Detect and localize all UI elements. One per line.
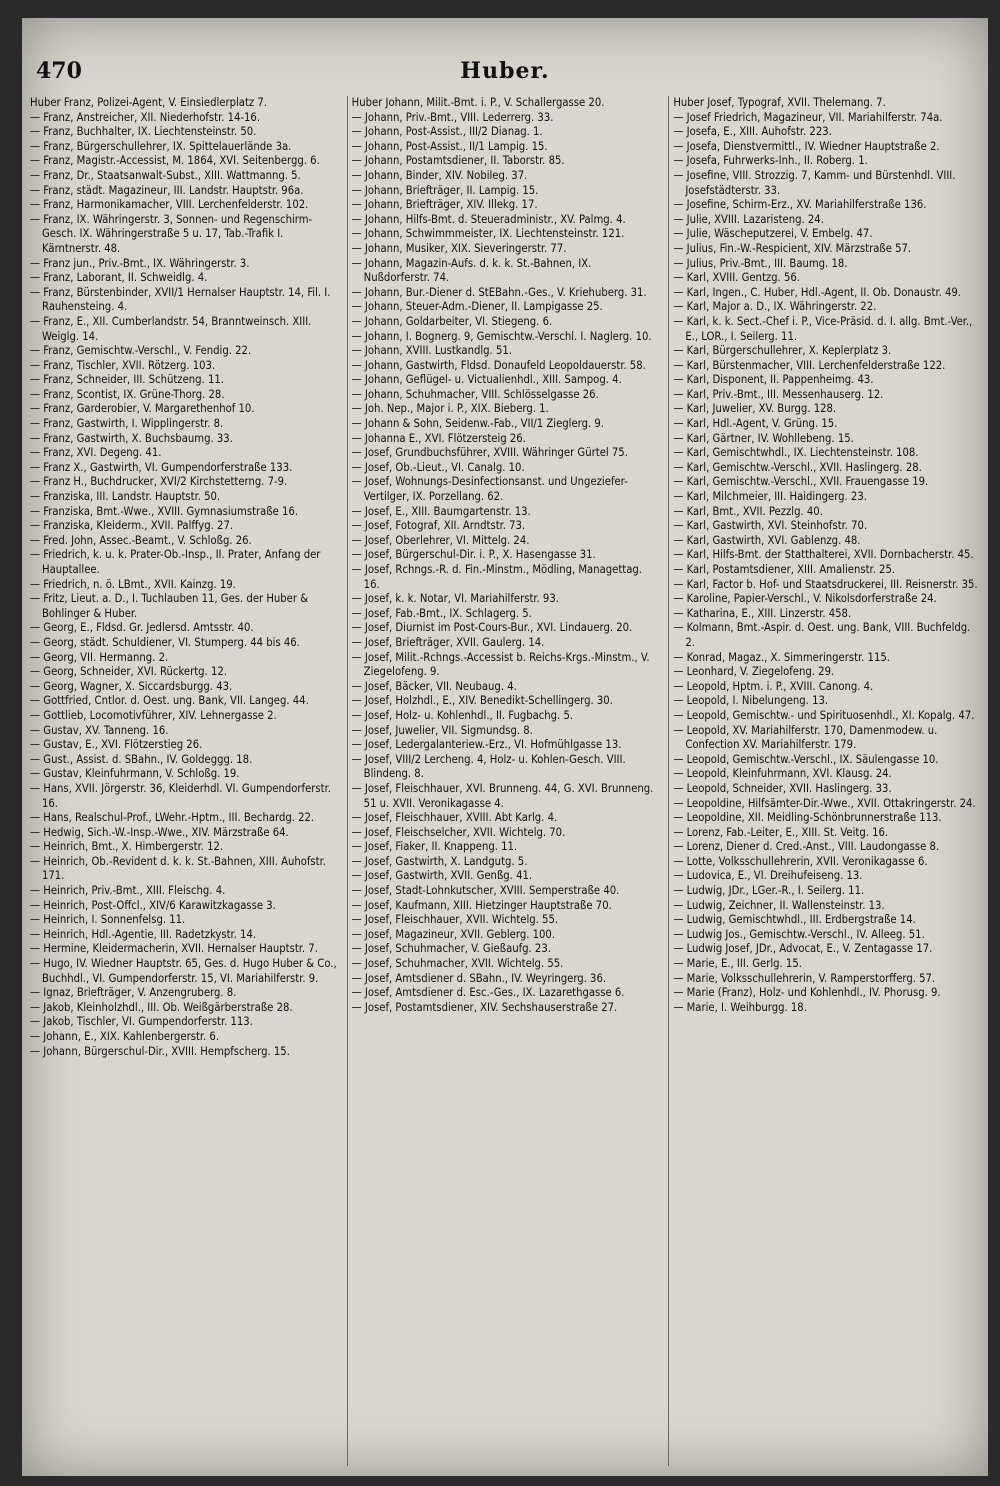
directory-entry: — Karl, k. k. Sect.-Chef i. P., Vice-Präsid. d. I. allg. Bmt.-Ver., E., LOR., I. Seilerg. 11. [673,314,973,343]
directory-entry: — Gottlieb, Locomotivführer, XIV. Lehnergasse 2. [30,708,277,722]
directory-entry: — Franz, Bürstenbinder, XVII/1 Hernalser Hauptstr. 14, Fil. I. Rauhensteing. 4. [30,285,331,314]
directory-entry: — Karl, Priv.-Bmt., III. Messenhauserg. 12. [673,387,884,401]
directory-entry: — Ludwig, Zeichner, II. Wallensteinstr. 13. [673,898,885,912]
directory-entry: — Fritz, Lieut. a. D., I. Tuchlauben 11, Ges. der Huber & Bohlinger & Huber. [30,592,309,620]
directory-entry: — Josef, Schuhmacher, V. Gießaufg. 23. [351,942,551,956]
directory-entry: — Josef, Oberlehrer, VI. Mittelg. 24. [351,533,530,547]
directory-entry: — Johann, Gastwirth, Fldsd. Donaufeld Leopoldauerstr. 58. [351,358,646,372]
directory-entry: — Jakob, Kleinholzhdl., III. Ob. Weißgärberstraße 28. [30,1000,293,1014]
directory-entry: — Josef, E., XIII. Baumgartenstr. 13. [351,504,531,518]
directory-entry: — Karl, Ingen., C. Huber, Hdl.-Agent, II. Ob. Donaustr. 49. [673,285,961,299]
directory-entry: — Leopold, Kleinfuhrmann, XVI. Klausg. 24. [673,767,892,781]
directory-entry: — Johann, Briefträger, II. Lampig. 15. [351,183,539,197]
directory-entry: — Josef, Magazineur, XVII. Geblerg. 100. [351,927,556,941]
directory-entry: Huber Josef, Typograf, XVII. Thelemang. 7. [673,96,886,109]
column-middle [347,96,659,1466]
directory-entry: — Josef, Ledergalanteriew.-Erz., VI. Hofmühlgasse 13. [351,738,622,752]
directory-entry: — Gottfried, Cntlor. d. Oest. ung. Bank, VII. Langeg. 44. [30,694,309,708]
directory-entry: — Josef, VIII/2 Lercheng. 4, Holz- u. Kohlen-Gesch. VIII. Blindeng. 8. [351,752,626,781]
directory-entry: — Franziska, III. Landstr. Hauptstr. 50. [30,490,221,504]
directory-entry: Huber Franz, Polizei-Agent, V. Einsiedlerplatz 7. [30,96,267,109]
directory-entry: — Leopold, Gemischtw.-Verschl., IX. Säulengasse 10. [673,752,939,766]
directory-entry: — Johann, Musiker, XIX. Sieveringerstr. 77. [351,241,567,255]
directory-entry: — Heinrich, Bmt., X. Himbergerstr. 12. [30,840,224,854]
directory-entry: — Marie, Volksschullehrerin, V. Ramperstorfferg. 57. [673,971,936,985]
directory-entry: — Johann, Briefträger, XIV. Illekg. 17. [351,198,538,212]
directory-entry: — Johann, Magazin-Aufs. d. k. k. St.-Bahnen, IX. Nußdorferstr. 74. [351,256,592,285]
directory-entry: — Josef, Fab.-Bmt., IX. Schlagerg. 5. [351,606,532,620]
directory-entry: — Katharina, E., XIII. Linzerstr. 458. [673,606,852,620]
directory-entry: — Ludwig, Gemischtwhdl., III. Erdbergstraße 14. [673,913,916,927]
directory-entry: — Josef, Gastwirth, XVII. Genßg. 41. [351,869,533,883]
directory-entry: — Franziska, Kleiderm., XVII. Palffyg. 27. [30,519,234,533]
directory-entry: — Franz, Buchhalter, IX. Liechtensteinstr. 50. [30,125,257,139]
directory-entry: — Josef, Stadt-Lohnkutscher, XVIII. Semperstraße 40. [351,884,620,898]
directory-entry: — Friedrich, k. u. k. Prater-Ob.-Insp., II. Prater, Anfang der Hauptallee. [30,548,321,576]
directory-entry: — Marie, I. Weihburgg. 18. [673,1000,807,1014]
directory-entry: — Johann, Geflügel- u. Victualienhdl., XIII. Sampog. 4. [351,373,622,387]
directory-entry: — Franz, XVI. Degeng. 41. [30,446,162,460]
directory-entry: — Josef Friedrich, Magazineur, VII. Mariahilferstr. 74a. [673,110,943,124]
directory-entry: — Ignaz, Briefträger, V. Anzengruberg. 8. [30,986,237,1000]
directory-entry: — Josef, Postamtsdiener, XIV. Sechshauserstraße 27. [351,1000,618,1014]
page-header [22,48,988,98]
directory-entry: — Karl, Factor b. Hof- und Staatsdruckerei, III. Reisnerstr. 35. [673,577,978,591]
directory-entry: — Gustav, Kleinfuhrmann, V. Schloßg. 19. [30,767,240,781]
directory-entry: — Johann, Schwimmmeister, IX. Liechtensteinstr. 121. [351,227,625,241]
directory-entry: — Karl, Gastwirth, XVI. Gablenzg. 48. [673,533,861,547]
directory-entry: — Johann, Post-Assist., II/1 Lampig. 15. [351,139,548,153]
directory-entry: — Hugo, IV. Wiedner Hauptstr. 65, Ges. d. Hugo Huber & Co., Buchhdl., VI. Gumpendorferstr. 15, VI. Mariahilferstr. 9. [30,957,337,985]
directory-entry: — Josef, Briefträger, XVII. Gaulerg. 14. [351,635,545,649]
directory-entry: — Johann, XVIII. Lustkandlg. 51. [351,344,512,358]
directory-entry: — Josef, Kaufmann, XIII. Hietzinger Hauptstraße 70. [351,898,612,912]
directory-entry: — Franz, Gemischtw.-Verschl., V. Fendig. 22. [30,344,252,358]
directory-entry: — Johann, Bürgerschul-Dir., XVIII. Hempfscherg. 15. [30,1044,290,1058]
directory-entry: — Gustav, E., XVI. Flötzerstieg 26. [30,738,203,752]
directory-entry: — Jakob, Tischler, VI. Gumpendorferstr. 113. [30,1015,253,1029]
directory-entry: — Konrad, Magaz., X. Simmeringerstr. 115. [673,650,890,664]
directory-entry: — Josef, Fleischselcher, XVII. Wichtelg. 70. [351,825,566,839]
directory-entry: — Gustav, XV. Tanneng. 16. [30,723,169,737]
directory-entry: — Franz, Laborant, II. Schweidlg. 4. [30,271,208,285]
directory-entry: — Karoline, Papier-Verschl., V. Nikolsdorferstraße 24. [673,592,937,606]
directory-entry: — Josef, Fleischhauer, XVI. Brunneng. 44, G. XVI. Brunneng. 51 u. XVII. Veronikagasse 4. [351,781,654,810]
directory-entry: — Johanna E., XVI. Flötzersteig 26. [351,431,526,445]
directory-entry: — Franz, städt. Magazineur, III. Landstr. Hauptstr. 96a. [30,183,304,197]
directory-entry: — Heinrich, I. Sonnenfelsg. 11. [30,913,186,927]
directory-entry: — Georg, E., Fldsd. Gr. Jedlersd. Amtsstr. 40. [30,621,254,635]
directory-entry: — Franz X., Gastwirth, VI. Gumpendorferstraße 133. [30,460,293,474]
directory-entry: — Josef, Bürgerschul-Dir. i. P., X. Hasengasse 31. [351,548,596,562]
directory-entry: — Karl, Disponent, II. Pappenheimg. 43. [673,373,874,387]
directory-entry: — Johann, Steuer-Adm.-Diener, II. Lampigasse 25. [351,300,603,314]
directory-entry: — Karl, Gemischtw.-Verschl., XVII. Haslingerg. 28. [673,460,922,474]
directory-entry: — Johann, Priv.-Bmt., VIII. Lederrerg. 33. [351,110,554,124]
directory-entry: — Lorenz, Diener d. Cred.-Anst., VIII. Laudongasse 8. [673,840,940,854]
directory-entry: — Franz, Gastwirth, I. Wipplingerstr. 8. [30,417,224,431]
directory-entry: — Franz, Magistr.-Accessist, M. 1864, XVI. Seitenbergg. 6. [30,154,320,168]
directory-entry: — Kolmann, Bmt.-Aspir. d. Oest. ung. Bank, VIII. Buchfeldg. 2. [673,621,971,649]
directory-entry: — Ludovica, E., VI. Dreihufeiseng. 13. [673,869,863,883]
directory-entry: — Georg, Wagner, X. Siccardsburgg. 43. [30,679,233,693]
directory-entry: — Josef, Juwelier, VII. Sigmundsg. 8. [351,723,533,737]
directory-entry: — Franz, Harmonikamacher, VIII. Lerchenfelderstr. 102. [30,198,309,212]
directory-entry: — Johann, Hilfs-Bmt. d. Steueradministr., XV. Palmg. 4. [351,212,626,226]
directory-entry: — Heinrich, Ob.-Revident d. k. k. St.-Bahnen, XIII. Auhofstr. 171. [30,854,326,883]
directory-entry: — Josefa, E., XIII. Auhofstr. 223. [673,125,832,139]
directory-entry: — Ludwig Josef, JDr., Advocat, E., V. Zentagasse 17. [673,942,933,956]
directory-entry: — Heinrich, Post-Offcl., XIV/6 Karawitzkagasse 3. [30,898,276,912]
directory-entry: — Josef, Schuhmacher, XVII. Wichtelg. 55. [351,957,564,971]
directory-entry: — Johann, Post-Assist., III/2 Dianag. 1. [351,125,543,139]
directory-entry: — Leopold, Gemischtw.- und Spirituosenhdl., XI. Kopalg. 47. [673,708,975,722]
directory-entry: — Leopold, Hptm. i. P., XVIII. Canong. 4. [673,679,874,693]
directory-entry: — Lotte, Volksschullehrerin, XVII. Veronikagasse 6. [673,854,928,868]
running-head: Huber. [460,58,550,84]
column-right [668,96,980,1466]
directory-entry: — Josef, Amtsdiener d. SBahn., IV. Weyringerg. 36. [351,971,607,985]
directory-entry: — Johann & Sohn, Seidenw.-Fab., VII/1 Zieglerg. 9. [351,417,604,431]
page-number: 470 [36,58,82,84]
directory-entry: — Georg, VII. Hermanng. 2. [30,650,169,664]
directory-page [22,18,988,1476]
directory-entry: — Karl, Gärtner, IV. Wohllebeng. 15. [673,431,854,445]
directory-entry: — Marie, E., III. Gerlg. 15. [673,957,802,971]
directory-entry: — Karl, Bürgerschullehrer, X. Keplerplatz 3. [673,344,892,358]
directory-entry: — Leopoldine, Hilfsämter-Dir.-Wwe., XVII. Ottakringerstr. 24. [673,796,976,810]
directory-entry: — Karl, Major a. D., IX. Währingerstr. 22. [673,300,877,314]
directory-entry: — Julius, Fin.-W.-Respicient, XIV. Märzstraße 57. [673,241,912,255]
directory-entry: — Fred. John, Assec.-Beamt., V. Schloßg. 26. [30,533,252,547]
directory-entry: — Johann, Goldarbeiter, VI. Stiegeng. 6. [351,314,553,328]
directory-entry: — Karl, Gastwirth, XVI. Steinhofstr. 70. [673,519,868,533]
directory-entry: — Josef, Fleischhauer, XVIII. Abt Karlg. 4. [351,811,558,825]
directory-entry: — Karl, Hilfs-Bmt. der Statthalterei, XVII. Dornbacherstr. 45. [673,548,974,562]
directory-entry: — Josefa, Fuhrwerks-Inh., II. Roberg. 1. [673,154,868,168]
directory-entry: — Karl, XVIII. Gentzg. 56. [673,271,800,285]
directory-entry: — Karl, Gemischtw.-Verschl., XVII. Frauengasse 19. [673,475,929,489]
directory-entry: — Johann, I. Bognerg. 9, Gemischtw.-Verschl. I. Naglerg. 10. [351,329,652,343]
directory-entry: — Franz, Scontist, IX. Grüne-Thorg. 28. [30,387,225,401]
directory-entry: — Josefa, Dienstvermittl., IV. Wiedner Hauptstraße 2. [673,139,940,153]
directory-entry: — Josefine, Schirm-Erz., XV. Mariahilferstraße 136. [673,198,927,212]
directory-entry: — Franz jun., Priv.-Bmt., IX. Währingerstr. 3. [30,256,250,270]
directory-entry: — Heinrich, Hdl.-Agentie, III. Radetzkystr. 14. [30,927,257,941]
directory-entry: — Julius, Priv.-Bmt., III. Baumg. 18. [673,256,848,270]
directory-entry: — Friedrich, n. ö. LBmt., XVII. Kainzg. 19. [30,577,236,591]
directory-entry: — Franziska, Bmt.-Wwe., XVIII. Gymnasiumstraße 16. [30,504,299,518]
directory-entry: — Josef, Grundbuchsführer, XVIII. Währinger Gürtel 75. [351,446,628,460]
column-left [30,96,337,1466]
directory-entry: — Julie, XVIII. Lazaristeng. 24. [673,212,824,226]
directory-entry: — Josef, k. k. Notar, VI. Mariahilferstr. 93. [351,592,559,606]
directory-entry: — Josef, Diurnist im Post-Cours-Bur., XVI. Lindauerg. 20. [351,621,633,635]
directory-entry: — Josef, Holzhdl., E., XIV. Benedikt-Schellingerg. 30. [351,694,613,708]
directory-entry: — Leopoldine, XII. Meidling-Schönbrunnerstraße 113. [673,811,942,825]
directory-entry: — Leonhard, V. Ziegelofeng. 29. [673,665,835,679]
directory-entry: — Hermine, Kleidermacherin, XVII. Hernalser Hauptstr. 7. [30,942,318,956]
directory-entry: — Leopold, I. Nibelungeng. 13. [673,694,829,708]
directory-entry: — Georg, Schneider, XVI. Rückertg. 12. [30,665,227,679]
directory-entry: — Franz, Dr., Staatsanwalt-Subst., XIII. Wattmanng. 5. [30,168,301,182]
directory-entry: — Julie, Wäscheputzerei, V. Embelg. 47. [673,227,873,241]
directory-entry: — Lorenz, Fab.-Leiter, E., XIII. St. Veitg. 16. [673,825,889,839]
directory-entry: — Hans, Realschul-Prof., LWehr.-Hptm., III. Bechardg. 22. [30,811,315,825]
directory-entry: — Josef, Amtsdiener d. Esc.-Ges., IX. Lazarethgasse 6. [351,986,625,1000]
directory-entry: — Josef, Ob.-Lieut., VI. Canalg. 10. [351,460,525,474]
directory-entry: — Karl, Milchmeier, III. Haidingerg. 23. [673,490,867,504]
directory-entry: — Hans, XVII. Jörgerstr. 36, Kleiderhdl. VI. Gumpendorferstr. 16. [30,781,331,810]
directory-entry: — Josef, Bäcker, VII. Neubaug. 4. [351,679,517,693]
directory-entry: — Franz, Bürgerschullehrer, IX. Spittelauerlände 3a. [30,139,292,153]
directory-entry: — Johann, Bur.-Diener d. StEBahn.-Ges., V. Kriehuberg. 31. [351,285,647,299]
directory-entry: — Franz, Anstreicher, XII. Niederhofstr. 14-16. [30,110,261,124]
directory-entry: — Karl, Bürstenmacher, VIII. Lerchenfelderstraße 122. [673,358,946,372]
directory-entry: — Josef, Milit.-Rchngs.-Accessist b. Reichs-Krgs.-Minstm., V. Ziegelofeng. 9. [351,650,650,679]
directory-entry: — Karl, Postamtsdiener, XIII. Amalienstr. 25. [673,563,896,576]
directory-entry: — Marie (Franz), Holz- und Kohlenhdl., IV. Phorusg. 9. [673,986,941,1000]
directory-entry: — Franz, Schneider, III. Schützeng. 11. [30,373,224,387]
directory-entry: — Gust., Assist. d. SBahn., IV. Goldeggg. 18. [30,752,253,766]
directory-entry: — Karl, Hdl.-Agent, V. Grüng. 15. [673,417,838,431]
directory-entry: — Georg, städt. Schuldiener, VI. Stumperg. 44 bis 46. [30,635,300,649]
directory-entry: — Joh. Nep., Major i. P., XIX. Bieberg. 1. [351,402,549,416]
directory-entry: — Josef, Wohnungs-Desinfectionsanst. und Ungeziefer-Vertilger, IX. Porzellang. 62. [351,475,628,504]
directory-entry: — Franz, Tischler, XVII. Rötzerg. 103. [30,358,216,372]
directory-entry: — Josef, Fiaker, II. Knappeng. 11. [351,840,518,854]
directory-entry: — Franz, E., XII. Cumberlandstr. 54, Branntweinsch. XIII. Weiglg. 14. [30,314,312,343]
directory-entry: — Karl, Bmt., XVII. Pezzlg. 40. [673,504,823,518]
directory-entry: — Franz, Garderobier, V. Margarethenhof 10. [30,402,255,416]
directory-entry: — Karl, Gemischtwhdl., IX. Liechtensteinstr. 108. [673,446,919,460]
directory-entry: — Hedwig, Sich.-W.-Insp.-Wwe., XIV. Märzstraße 64. [30,825,289,839]
directory-entry: — Johann, Schuhmacher, VIII. Schlösselgasse 26. [351,387,599,401]
directory-entry: — Josef, Rchngs.-R. d. Fin.-Minstm., Mödling, Managettag. 16. [351,563,642,591]
directory-entry: — Johann, Binder, XIV. Nobileg. 37. [351,168,528,182]
directory-entry: — Leopold, Schneider, XVII. Haslingerg. 33. [673,781,892,795]
directory-entry: — Johann, E., XIX. Kahlenbergerstr. 6. [30,1030,220,1043]
directory-entry: — Josef, Holz- u. Kohlenhdl., II. Fugbachg. 5. [351,708,574,722]
directory-entry: — Karl, Juwelier, XV. Burgg. 128. [673,402,837,416]
directory-entry: Huber Johann, Milit.-Bmt. i. P., V. Schallergasse 20. [351,96,605,109]
directory-entry: — Franz, Gastwirth, X. Buchsbaumg. 33. [30,431,233,445]
directory-entry: — Josef, Fleischhauer, XVII. Wichtelg. 55. [351,913,559,927]
directory-entry: — Ludwig, JDr., LGer.-R., I. Seilerg. 11. [673,884,865,898]
directory-entry: — Heinrich, Priv.-Bmt., XIII. Fleischg. 4. [30,884,226,898]
directory-entry: — Josefine, VIII. Strozzig. 7, Kamm- und Bürstenhdl. VIII. Josefstädterstr. 33. [673,168,956,197]
directory-entry: — Franz H., Buchdrucker, XVI/2 Kirchstetterng. 7-9. [30,475,288,489]
directory-entry: — Ludwig Jos., Gemischtw.-Verschl., IV. Alleeg. 51. [673,927,925,941]
directory-entry: — Johann, Postamtsdiener, II. Taborstr. 85. [351,154,565,168]
directory-entry: — Josef, Fotograf, XII. Arndtstr. 73. [351,519,526,533]
directory-entry: — Josef, Gastwirth, X. Landgutg. 5. [351,854,528,868]
columns-container [30,96,980,1466]
directory-entry: — Franz, IX. Währingerstr. 3, Sonnen- und Regenschirm-Gesch. IX. Währingerstraße 5 u. 17, Tab.-Trafik I. Kärntnerstr. 48. [30,212,313,255]
directory-entry: — Leopold, XV. Mariahilferstr. 170, Damenmodew. u. Confection XV. Mariahilferstr. 179. [673,723,938,752]
